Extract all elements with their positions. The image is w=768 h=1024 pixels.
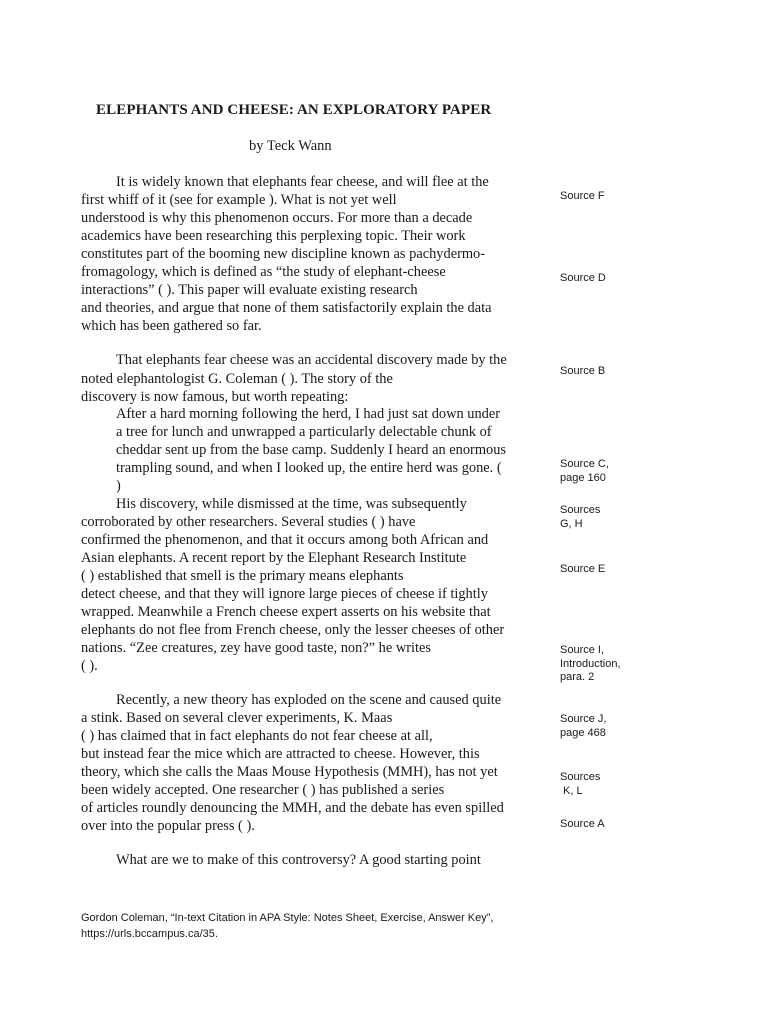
body-line: fromagology, which is defined as “the study of elephant-cheese (81, 264, 446, 280)
margin-note-line: Source I, (560, 644, 605, 656)
footer-citation-url: https://urls.bccampus.ca/35. (81, 927, 218, 940)
quote-line: ) (116, 478, 121, 494)
author-byline: by Teck Wann (249, 138, 332, 154)
body-line: His discovery, while dismissed at the time, was subsequently (116, 496, 467, 512)
body-line: of articles roundly denouncing the MMH, and the debate has even spilled (81, 800, 504, 816)
margin-note-line: Sources (560, 504, 601, 516)
body-line: and theories, and argue that none of them satisfactorily explain the data (81, 300, 492, 316)
body-line: ( ) established that smell is the primary means elephants (81, 568, 404, 584)
quote-line: a tree for lunch and unwrapped a particularly delectable chunk of (116, 424, 492, 440)
margin-note-line: Source A (560, 818, 605, 830)
body-line: elephants do not flee from French cheese, only the lesser cheeses of other (81, 622, 505, 638)
margin-note-source-f (560, 190, 605, 204)
body-line: discovery is now famous, but worth repeating: (81, 389, 349, 405)
body-line: a stink. Based on several clever experiments, K. Maas (81, 710, 393, 726)
body-line: constitutes part of the booming new discipline known as pachydermo- (81, 246, 486, 262)
body-line: What are we to make of this controversy? A good starting point (116, 852, 481, 868)
margin-note-line: Source E (560, 563, 606, 575)
body-line: over into the popular press ( ). (81, 818, 255, 834)
margin-note-line: para. 2 (560, 671, 595, 683)
margin-note-line: Source B (560, 365, 606, 377)
margin-note-source-a (560, 818, 605, 832)
margin-note-line: G, H (560, 517, 583, 530)
body-line: It is widely known that elephants fear cheese, and will flee at the (116, 174, 489, 190)
quote-line: cheddar sent up from the base camp. Suddenly I heard an enormous (116, 442, 507, 458)
body-line: academics have been researching this perplexing topic. Their work (81, 228, 466, 244)
body-line: corroborated by other researchers. Several studies ( ) have (81, 514, 416, 530)
body-line: noted elephantologist G. Coleman ( ). The story of the (81, 371, 393, 387)
body-line: ( ). (81, 658, 98, 674)
body-line: understood is why this phenomenon occurs. For more than a decade (81, 210, 473, 226)
quote-line: After a hard morning following the herd, I had just sat down under (116, 406, 501, 422)
margin-note-source-d (560, 272, 606, 286)
margin-note-line: Sources (560, 771, 601, 783)
margin-note-line: Introduction, (560, 657, 621, 670)
margin-note-sources-k-l (560, 771, 600, 798)
body-line: theory, which she calls the Maas Mouse Hypothesis (MMH), has not yet (81, 764, 498, 780)
body-line: been widely accepted. One researcher ( ) has published a series (81, 782, 445, 798)
margin-note-line: Source F (560, 190, 605, 202)
margin-note-source-e (560, 563, 605, 577)
quote-line: trampling sound, and when I looked up, the entire herd was gone. ( (116, 460, 502, 476)
body-line: That elephants fear cheese was an accidental discovery made by the (116, 352, 507, 368)
margin-note-line: Source C, (560, 458, 609, 470)
margin-note-source-c (560, 458, 609, 485)
body-line: first whiff of it (see for example ). What is not yet well (81, 192, 397, 208)
body-line: nations. “Zee creatures, zey have good taste, non?” he writes (81, 640, 432, 656)
margin-note-source-b (560, 365, 605, 379)
body-line: wrapped. Meanwhile a French cheese expert asserts on his website that (81, 604, 491, 620)
margin-note-line: K, L (560, 784, 583, 797)
body-line: which has been gathered so far. (81, 318, 262, 334)
body-line: detect cheese, and that they will ignore large pieces of cheese if tightly (81, 586, 488, 602)
body-line: interactions” ( ). This paper will evaluate existing research (81, 282, 418, 298)
body-line: Recently, a new theory has exploded on the scene and caused quite (116, 692, 502, 708)
margin-note-line: Source D (560, 272, 606, 284)
footer-citation-line: Gordon Coleman, “In-text Citation in APA Style: Notes Sheet, Exercise, Answer Key”, (81, 912, 494, 924)
paper-title: ELEPHANTS AND CHEESE: AN EXPLORATORY PAPER (96, 102, 492, 118)
body-line: but instead fear the mice which are attracted to cheese. However, this (81, 746, 480, 762)
margin-note-line: page 160 (560, 471, 606, 484)
margin-note-source-j (560, 713, 606, 740)
body-line: ( ) has claimed that in fact elephants do not fear cheese at all, (81, 728, 433, 744)
body-line: Asian elephants. A recent report by the Elephant Research Institute (81, 550, 467, 566)
margin-note-sources-g-h (560, 504, 600, 531)
margin-note-line: page 468 (560, 726, 606, 739)
margin-note-source-i (560, 644, 621, 685)
margin-note-line: Source J, (560, 713, 607, 725)
body-line: confirmed the phenomenon, and that it occurs among both African and (81, 532, 489, 548)
footer-citation (81, 911, 493, 942)
